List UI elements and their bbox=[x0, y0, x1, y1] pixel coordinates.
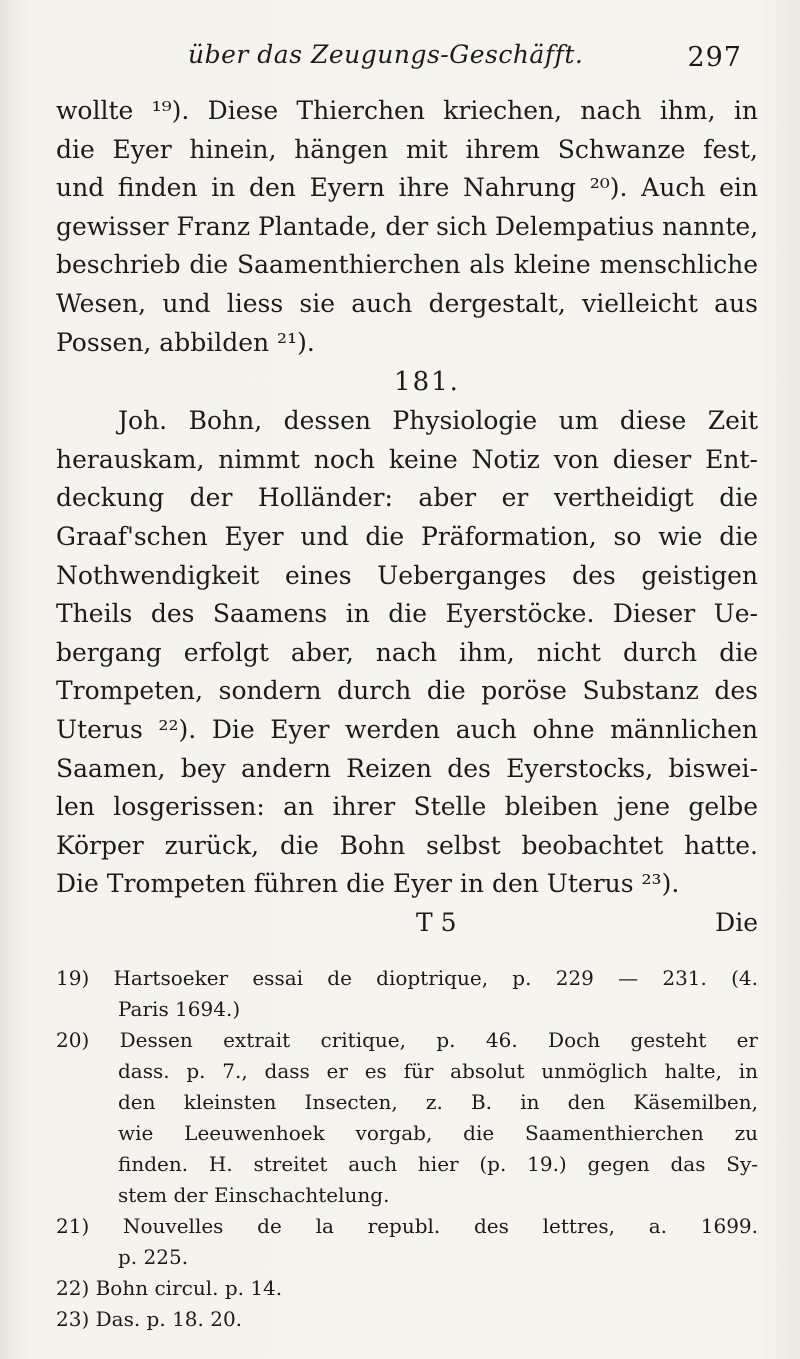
paragraph-181 bbox=[56, 402, 758, 904]
footnote-line: den kleinsten Insecten, z. B. in den Käsemilben, bbox=[118, 1090, 758, 1114]
text-line: len losgerissen: an ihrer Stelle bleiben jene gelbe bbox=[56, 792, 758, 822]
page-number: 297 bbox=[687, 42, 742, 73]
text-line: Nothwendigkeit eines Ueberganges des geistigen bbox=[56, 560, 758, 590]
footnote-line: p. 225. bbox=[118, 1245, 189, 1269]
text-line: Trompeten, sondern durch die poröse Substanz des bbox=[56, 676, 758, 706]
footnote-line: 21) Nouvelles de la republ. des lettres, a. 1699. bbox=[56, 1214, 758, 1238]
text-line: Wesen, und liess sie auch dergestalt, vielleicht aus bbox=[56, 288, 758, 318]
text-line: herauskam, nimmt noch keine Notiz von dieser Ent- bbox=[56, 444, 758, 474]
signature-mark: T 5 bbox=[416, 907, 457, 937]
text-line: Possen, abbilden ²¹). bbox=[56, 327, 315, 357]
signature-row bbox=[56, 904, 758, 942]
text-line: und finden in den Eyern ihre Nahrung ²⁰). Auch ein bbox=[56, 173, 758, 203]
paragraph-continued bbox=[56, 92, 758, 362]
footnote-line: Paris 1694.) bbox=[118, 997, 241, 1021]
footnote-line: stem der Einschachtelung. bbox=[118, 1183, 390, 1207]
footnote-line: wie Leeuwenhoek vorgab, die Saamenthierchen zu bbox=[118, 1121, 758, 1145]
text-line: Saamen, bey andern Reizen des Eyerstocks, biswei- bbox=[56, 753, 758, 783]
text-line: Uterus ²²). Die Eyer werden auch ohne männlichen bbox=[56, 714, 758, 744]
text-line: die Eyer hinein, hängen mit ihrem Schwanze fest, bbox=[56, 134, 758, 164]
footnotes bbox=[56, 963, 758, 1335]
text-line: wollte ¹⁹). Diese Thierchen kriechen, nach ihm, in bbox=[56, 96, 758, 125]
footnote-line: finden. H. streitet auch hier (p. 19.) gegen das Sy- bbox=[118, 1152, 758, 1176]
section-number: 181. bbox=[394, 367, 460, 398]
text-line: Graaf'schen Eyer und die Präformation, so wie die bbox=[56, 521, 758, 551]
footnote-line: dass. p. 7., dass er es für absolut unmöglich halte, in bbox=[118, 1059, 758, 1083]
text-line: deckung der Holländer: aber er vertheidigt die bbox=[56, 483, 758, 513]
text-line: Joh. Bohn, dessen Physiologie um diese Zeit bbox=[118, 406, 758, 436]
text-line: Die Trompeten führen die Eyer in den Uterus ²³). bbox=[56, 869, 680, 899]
footnote-22: 22) Bohn circul. p. 14. bbox=[56, 1276, 283, 1300]
text-line: Theils des Saamens in die Eyerstöcke. Dieser Ue- bbox=[56, 599, 758, 629]
running-title: über das Zeugungs-Geschäfft. bbox=[188, 40, 584, 69]
footnote-20 bbox=[56, 1025, 758, 1211]
text-line: beschrieb die Saamenthierchen als kleine menschliche bbox=[56, 250, 758, 280]
footnote-line: 20) Dessen extrait critique, p. 46. Doch gesteht er bbox=[56, 1028, 758, 1052]
footnote-23: 23) Das. p. 18. 20. bbox=[56, 1307, 243, 1331]
footnote-21 bbox=[56, 1211, 758, 1273]
body-text bbox=[56, 92, 758, 942]
text-line: bergang erfolgt aber, nach ihm, nicht durch die bbox=[56, 637, 758, 667]
text-line: gewisser Franz Plantade, der sich Delempatius nannte, bbox=[56, 211, 759, 241]
page-header bbox=[60, 30, 742, 80]
text-line: Körper zurück, die Bohn selbst beobachtet hatte. bbox=[56, 830, 758, 860]
footnote-19 bbox=[56, 963, 758, 1025]
footnote-line: 19) Hartsoeker essai de dioptrique, p. 229 — 231. (4. bbox=[56, 966, 758, 990]
catchword: Die bbox=[715, 907, 758, 937]
